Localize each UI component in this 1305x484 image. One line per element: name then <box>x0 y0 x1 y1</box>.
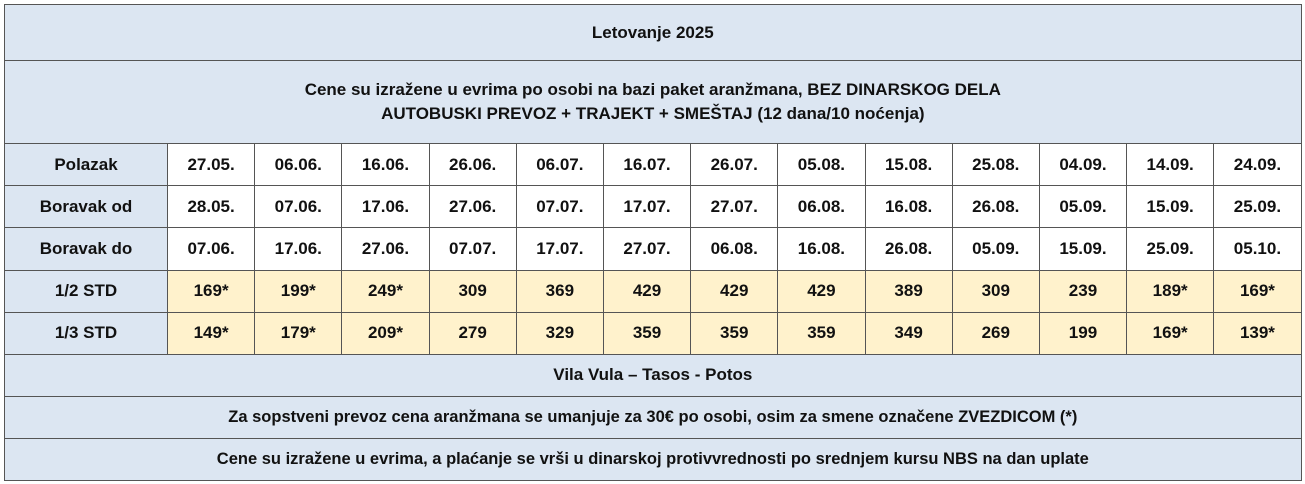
price-cell: 359 <box>778 312 865 354</box>
price-cell: 209* <box>342 312 429 354</box>
payment-note-row <box>5 438 1302 480</box>
price-cell: 309 <box>952 270 1039 312</box>
date-cell: 16.07. <box>603 144 690 186</box>
date-cell: 05.08. <box>778 144 865 186</box>
price-cell: 249* <box>342 270 429 312</box>
price-cell: 139* <box>1214 312 1301 354</box>
price-half-std-row <box>5 270 1302 312</box>
row-label: 1/2 STD <box>5 270 168 312</box>
date-cell: 27.05. <box>168 144 255 186</box>
date-cell: 28.05. <box>168 186 255 228</box>
date-cell: 07.06. <box>255 186 342 228</box>
price-cell: 199 <box>1039 312 1126 354</box>
date-cell: 25.08. <box>952 144 1039 186</box>
subtitle-line-1: Cene su izražene u evrima po osobi na bazi paket aranžmana, BEZ DINARSKOG DELA <box>304 80 1001 100</box>
location-label: Vila Vula – Tasos - Potos <box>5 354 1302 396</box>
table-title: Letovanje 2025 <box>5 5 1302 61</box>
date-cell: 16.06. <box>342 144 429 186</box>
price-cell: 149* <box>168 312 255 354</box>
price-cell: 329 <box>516 312 603 354</box>
date-cell: 05.10. <box>1214 228 1301 270</box>
date-cell: 16.08. <box>865 186 952 228</box>
date-cell: 15.09. <box>1127 186 1214 228</box>
date-cell: 06.06. <box>255 144 342 186</box>
price-cell: 429 <box>603 270 690 312</box>
date-cell: 17.06. <box>342 186 429 228</box>
price-cell: 349 <box>865 312 952 354</box>
row-label: Boravak do <box>5 228 168 270</box>
price-cell: 239 <box>1039 270 1126 312</box>
price-cell: 429 <box>778 270 865 312</box>
price-cell: 279 <box>429 312 516 354</box>
table-subtitle <box>5 61 1302 144</box>
date-cell: 17.06. <box>255 228 342 270</box>
date-cell: 15.09. <box>1039 228 1126 270</box>
date-cell: 16.08. <box>778 228 865 270</box>
price-cell: 169* <box>1127 312 1214 354</box>
date-cell: 26.08. <box>952 186 1039 228</box>
date-cell: 25.09. <box>1127 228 1214 270</box>
price-cell: 309 <box>429 270 516 312</box>
own-transport-note: Za sopstveni prevoz cena aranžmana se umanjuje za 30€ po osobi, osim za smene označene ZVEZDICOM (*) <box>5 396 1302 438</box>
date-cell: 15.08. <box>865 144 952 186</box>
date-cell: 05.09. <box>952 228 1039 270</box>
date-cell: 27.06. <box>342 228 429 270</box>
date-cell: 26.07. <box>691 144 778 186</box>
date-cell: 14.09. <box>1127 144 1214 186</box>
date-cell: 17.07. <box>516 228 603 270</box>
date-cell: 06.08. <box>778 186 865 228</box>
date-cell: 24.09. <box>1214 144 1301 186</box>
date-cell: 07.07. <box>516 186 603 228</box>
date-cell: 07.06. <box>168 228 255 270</box>
date-cell: 06.07. <box>516 144 603 186</box>
date-cell: 04.09. <box>1039 144 1126 186</box>
location-row <box>5 354 1302 396</box>
price-cell: 199* <box>255 270 342 312</box>
date-cell: 07.07. <box>429 228 516 270</box>
price-third-std-row <box>5 312 1302 354</box>
date-cell: 26.06. <box>429 144 516 186</box>
price-cell: 169* <box>1214 270 1301 312</box>
date-cell: 17.07. <box>603 186 690 228</box>
row-label: Polazak <box>5 144 168 186</box>
date-cell: 05.09. <box>1039 186 1126 228</box>
price-cell: 179* <box>255 312 342 354</box>
price-cell: 359 <box>603 312 690 354</box>
row-label: Boravak od <box>5 186 168 228</box>
title-row <box>5 5 1302 61</box>
price-table <box>4 4 1302 481</box>
date-cell: 25.09. <box>1214 186 1301 228</box>
price-cell: 429 <box>691 270 778 312</box>
date-cell: 27.07. <box>603 228 690 270</box>
stay-from-row <box>5 186 1302 228</box>
transport-note-row <box>5 396 1302 438</box>
row-label: 1/3 STD <box>5 312 168 354</box>
payment-note: Cene su izražene u evrima, a plaćanje se vrši u dinarskoj protivvrednosti po srednjem kursu NBS na dan uplate <box>5 438 1302 480</box>
subtitle-row <box>5 61 1302 144</box>
date-cell: 27.06. <box>429 186 516 228</box>
date-cell: 27.07. <box>691 186 778 228</box>
stay-to-row <box>5 228 1302 270</box>
price-cell: 369 <box>516 270 603 312</box>
price-table-body <box>5 5 1302 481</box>
date-cell: 06.08. <box>691 228 778 270</box>
price-cell: 189* <box>1127 270 1214 312</box>
price-cell: 269 <box>952 312 1039 354</box>
price-cell: 389 <box>865 270 952 312</box>
price-cell: 169* <box>168 270 255 312</box>
date-cell: 26.08. <box>865 228 952 270</box>
departure-row <box>5 144 1302 186</box>
subtitle-line-2: AUTOBUSKI PREVOZ + TRAJEKT + SMEŠTAJ (12 dana/10 noćenja) <box>381 104 925 124</box>
price-cell: 359 <box>691 312 778 354</box>
